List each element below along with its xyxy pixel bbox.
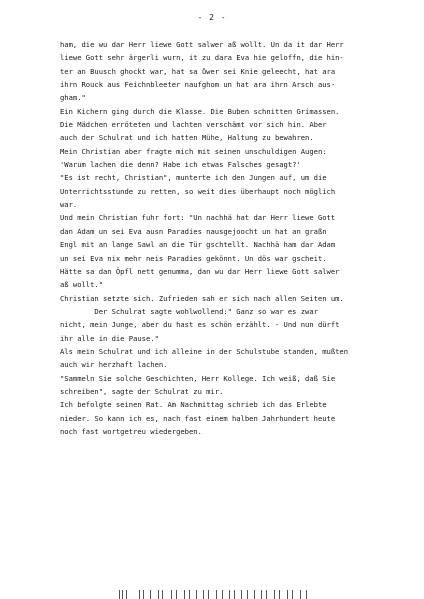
scan-edge-marks bbox=[0, 587, 424, 599]
text-line: "Es ist recht, Christian", munterte ich den Jungen auf, um die bbox=[60, 173, 327, 183]
text-line: noch fast wortgetreu wiedergeben. bbox=[60, 426, 202, 436]
text-line: un sei Eva nix mehr neis Paradies gekönnt. Un dös war gscheit. bbox=[60, 253, 327, 263]
text-line: "Sammeln Sie solche Geschichten, Herr Kollege. Ich weiß, daß Sie bbox=[60, 373, 336, 383]
text-line: 'Warum lachen die denn? Habe ich etwas Falsches gesagt?' bbox=[60, 160, 301, 170]
text-line: ihr alle in die Pause." bbox=[60, 333, 159, 343]
text-line: Und mein Christian fuhr fort: "Un nachhä hat dar Herr liewe Gott bbox=[60, 213, 336, 223]
text-line: Christian setzte sich. Zufrieden sah er sich nach allen Seiten um. bbox=[60, 293, 344, 303]
text-line: Ein Kichern ging durch die Klasse. Die Buben schnitten Grimassen. bbox=[60, 106, 340, 116]
text-line: Ich befolgte seinen Rat. Am Nachmittag schrieb ich das Erlebte bbox=[60, 400, 327, 410]
page-number: - 2 - bbox=[197, 13, 227, 22]
text-line: ter an Buusch ghockt war, hat sa ůwer sei Knie geleecht, hat ara bbox=[60, 66, 336, 76]
text-line: gham." bbox=[60, 93, 86, 103]
body-text bbox=[60, 38, 420, 438]
text-line: auch der Schulrat und ich hatten Mühe, Haltung zu bewahren. bbox=[60, 133, 314, 143]
text-line: Mein Christian aber fragte mich mit seinen unschuldigen Augen: bbox=[60, 146, 327, 156]
text-line: ham, die wu dar Herr liewe Gott salwer aß wollt. Un da it dar Herr bbox=[60, 40, 344, 49]
text-line: ihrn Rouck aus Feichnbleeter naufghom un hat ara ihrn Arsch aus- bbox=[60, 80, 336, 90]
text-line: war. bbox=[60, 200, 78, 210]
text-line: Der Schulrat sagte wohlwollend:" Ganz so war es zwar bbox=[60, 306, 318, 316]
text-line: Unterrichtsstunde zu retten, so weit dies überhaupt noch möglich bbox=[60, 186, 336, 196]
text-line: nieder. So kann ich es, nach fast einem halben Jahrhundert heute bbox=[60, 413, 336, 423]
text-line: Engl mit an lange Sawl an die Tür gschtellt. Nachhä ham dar Adam bbox=[60, 240, 336, 250]
text-line: nicht, mein Junge, aber du hast es schön erzählt. - Und nun dürft bbox=[60, 320, 340, 330]
text-line: schreiben", sagte der Schulrat zu mir. bbox=[60, 386, 224, 396]
text-line: Als mein Schulrat und ich alleine in der Schulstube standen, mußten bbox=[60, 346, 349, 356]
text-line: aß wollt." bbox=[60, 280, 103, 290]
text-line: auch wir herzhaft lachen. bbox=[60, 360, 168, 370]
text-line: liewe Gott sehr ärgerli wurn, it zu dara Eva hie geloffn, die hin- bbox=[60, 53, 344, 63]
text-line: Die Mädchen erröteten und lachten verschämt vor sich hin. Aber bbox=[60, 120, 327, 130]
text-line: dan Adam un sei Eva ausn Paradies nausgejoocht un hat an graßn bbox=[60, 226, 327, 236]
text-line: Hätte sa dan Öpfl nett genumma, dan wu dar Herr liewe Gott salwer bbox=[60, 266, 340, 276]
